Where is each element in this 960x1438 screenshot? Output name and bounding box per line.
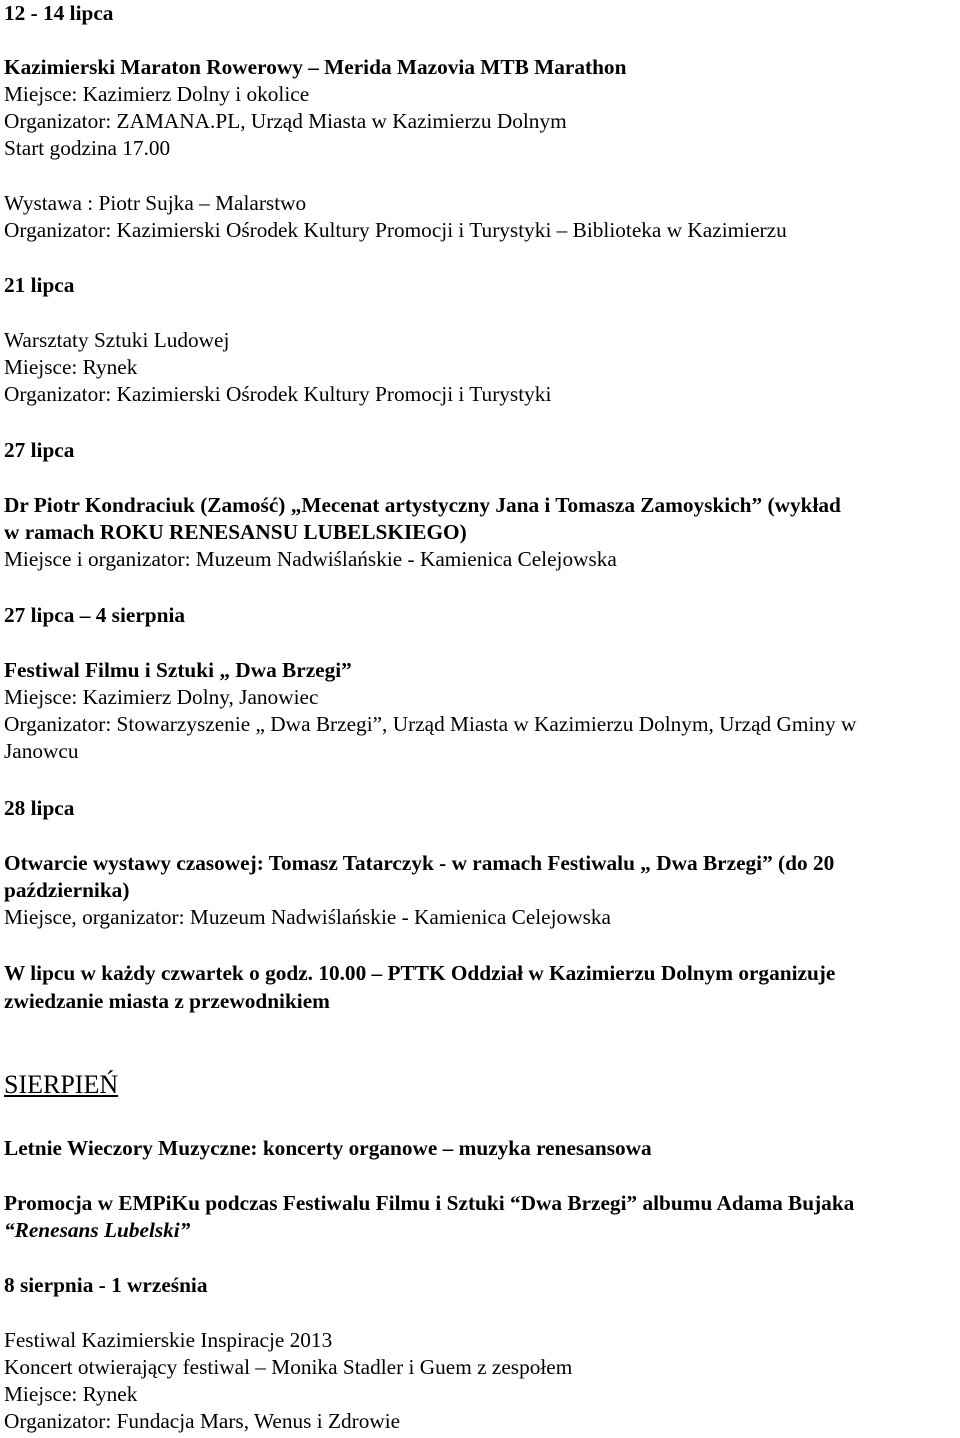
event-description: Koncert otwierający festiwal – Monika Stadler i Guem z zespołem [4,1355,573,1379]
date-heading: 21 lipca [4,273,75,297]
date-heading: 8 sierpnia - 1 września [4,1273,208,1297]
event-organizer: Organizator: ZAMANA.PL, Urząd Miasta w Kazimierzu Dolnym [4,109,567,133]
date-heading: 12 - 14 lipca [4,1,114,25]
date-heading: 27 lipca [4,438,75,462]
event-title: Letnie Wieczory Muzyczne: koncerty organowe – muzyka renesansowa [4,1136,652,1160]
event-title: Dr Piotr Kondraciuk (Zamość) „Mecenat artystyczny Jana i Tomasza Zamoyskich” (wykład [4,493,841,517]
date-heading: 28 lipca [4,796,75,820]
event-title: Kazimierski Maraton Rowerowy – Merida Mazovia MTB Marathon [4,55,627,79]
event-title: w ramach ROKU RENESANSU LUBELSKIEGO) [4,520,467,544]
event-organizer: Miejsce i organizator: Muzeum Nadwiślańskie - Kamienica Celejowska [4,547,617,571]
event-place: Miejsce: Rynek [4,355,138,379]
month-heading: SIERPIEŃ [4,1070,119,1099]
event-organizer: Organizator: Fundacja Mars, Wenus i Zdrowie [4,1409,401,1433]
event-title: Festiwal Kazimierskie Inspiracje 2013 [4,1328,333,1352]
event-title: Promocja w EMPiKu podczas Festiwalu Filmu i Sztuki “Dwa Brzegi” albumu Adama Bujaka [4,1191,855,1215]
event-title: W lipcu w każdy czwartek o godz. 10.00 – PTTK Oddział w Kazimierzu Dolnym organizuje [4,961,836,985]
event-organizer: Organizator: Stowarzyszenie „ Dwa Brzegi”, Urząd Miasta w Kazimierzu Dolnym, Urząd Gminy w [4,712,857,736]
event-title: Otwarcie wystawy czasowej: Tomasz Tatarczyk - w ramach Festiwalu „ Dwa Brzegi” (do 20 [4,851,835,875]
event-title: Festiwal Filmu i Sztuki „ Dwa Brzegi” [4,658,352,682]
event-place: Miejsce: Kazimierz Dolny, Janowiec [4,685,319,709]
event-start-time: Start godzina 17.00 [4,136,171,160]
event-place: Miejsce: Kazimierz Dolny i okolice [4,82,310,106]
album-title: “Renesans Lubelski” [4,1218,191,1242]
event-place: Miejsce: Rynek [4,1382,138,1406]
event-organizer: Organizator: Kazimierski Ośrodek Kultury Promocji i Turystyki [4,382,552,406]
event-title: zwiedzanie miasta z przewodnikiem [4,989,330,1013]
event-title: października) [4,878,130,902]
event-title: Wystawa : Piotr Sujka – Malarstwo [4,191,307,215]
event-organizer: Miejsce, organizator: Muzeum Nadwiślańskie - Kamienica Celejowska [4,905,611,929]
event-organizer: Janowcu [4,739,79,763]
event-title: Warsztaty Sztuki Ludowej [4,328,230,352]
date-heading: 27 lipca – 4 sierpnia [4,603,186,627]
event-organizer: Organizator: Kazimierski Ośrodek Kultury Promocji i Turystyki – Biblioteka w Kazimierzu [4,218,787,242]
